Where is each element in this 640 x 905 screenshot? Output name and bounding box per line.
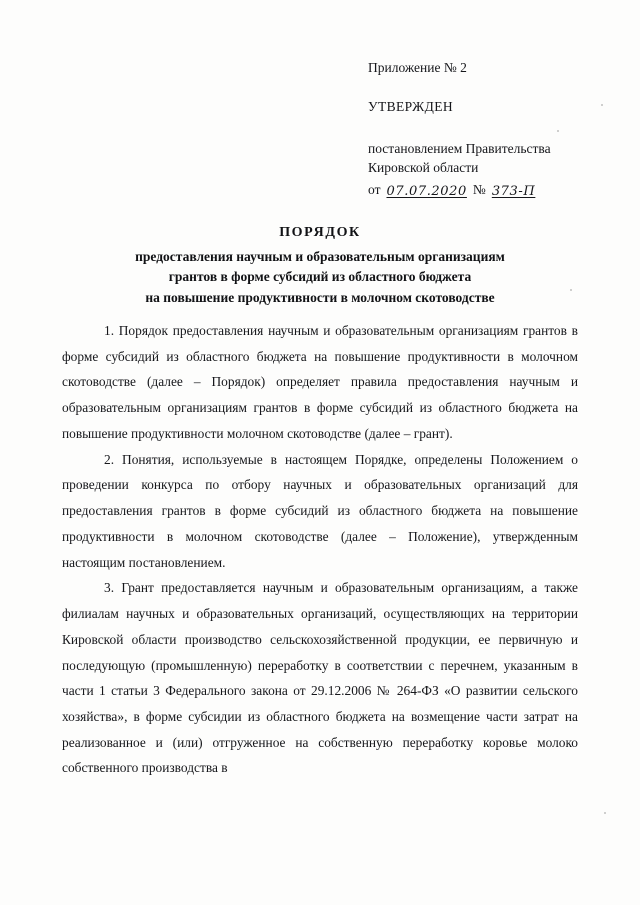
- paragraph: 3. Грант предоставляется научным и образовательным организациям, а также филиалам научных и образовательных организаций, осуществляющих на территории Кировской области производство сельскохозяйственной продукции, ее первичную и последующую (промышленную) переработку в соответствии с перечнем, указанным в части 1 статьи 3 Федерального закона от 29.12.2006 № 264-ФЗ «О развитии сельского хозяйства», в форме субсидии из областного бюджета на возмещение части затрат на реализованное и (или) отгруженное на собственную переработку коровье молоко собственного производства в: [62, 580, 578, 776]
- title-line-1: предоставления научным и образовательным организациям: [135, 249, 505, 264]
- number-prefix: №: [472, 181, 486, 197]
- title-line-3: на повышение продуктивности в молочном скотоводстве: [145, 289, 495, 305]
- date-prefix: от: [368, 181, 381, 197]
- document-title: [62, 222, 578, 308]
- document-header: [368, 58, 618, 200]
- number-value: 373-П: [491, 183, 536, 199]
- approved-label: УТВЕРЖДЕН: [368, 99, 453, 115]
- document-body: [62, 318, 578, 781]
- title-line-2: грантов в форме субсидий из областного бюджета: [168, 269, 472, 285]
- scan-speck: [601, 104, 603, 106]
- title-main: ПОРЯДОК: [279, 225, 361, 240]
- scan-speck: [557, 130, 559, 132]
- scan-speck: [570, 289, 572, 291]
- resolution-line-2: Кировской области: [368, 160, 479, 176]
- resolution-date-row: [368, 180, 618, 200]
- paragraph: 1. Порядок предоставления научным и образовательным организациям грантов в форме субсидий из областного бюджета на повышение продуктивности в молочном скотоводстве (далее – Порядок) определяет правила предоставления научным и образовательным организациям грантов в форме субсидий из областного бюджета на повышение продуктивности молочном скотоводстве (далее – грант).: [62, 323, 578, 441]
- appendix-label: Приложение № 2: [368, 60, 467, 75]
- paragraph: 2. Понятия, используемые в настоящем Порядке, определены Положением о проведении конкурса по отбору научных и образовательных организаций для предоставления грантов в форме субсидий из областного бюджета на повышение продуктивности в молочном скотоводстве (далее – Положение), утвержденным настоящим постановлением.: [62, 451, 578, 570]
- scan-speck: [604, 812, 606, 814]
- resolution-line-1: постановлением Правительства: [368, 141, 551, 157]
- date-value: 07.07.2020: [386, 183, 467, 199]
